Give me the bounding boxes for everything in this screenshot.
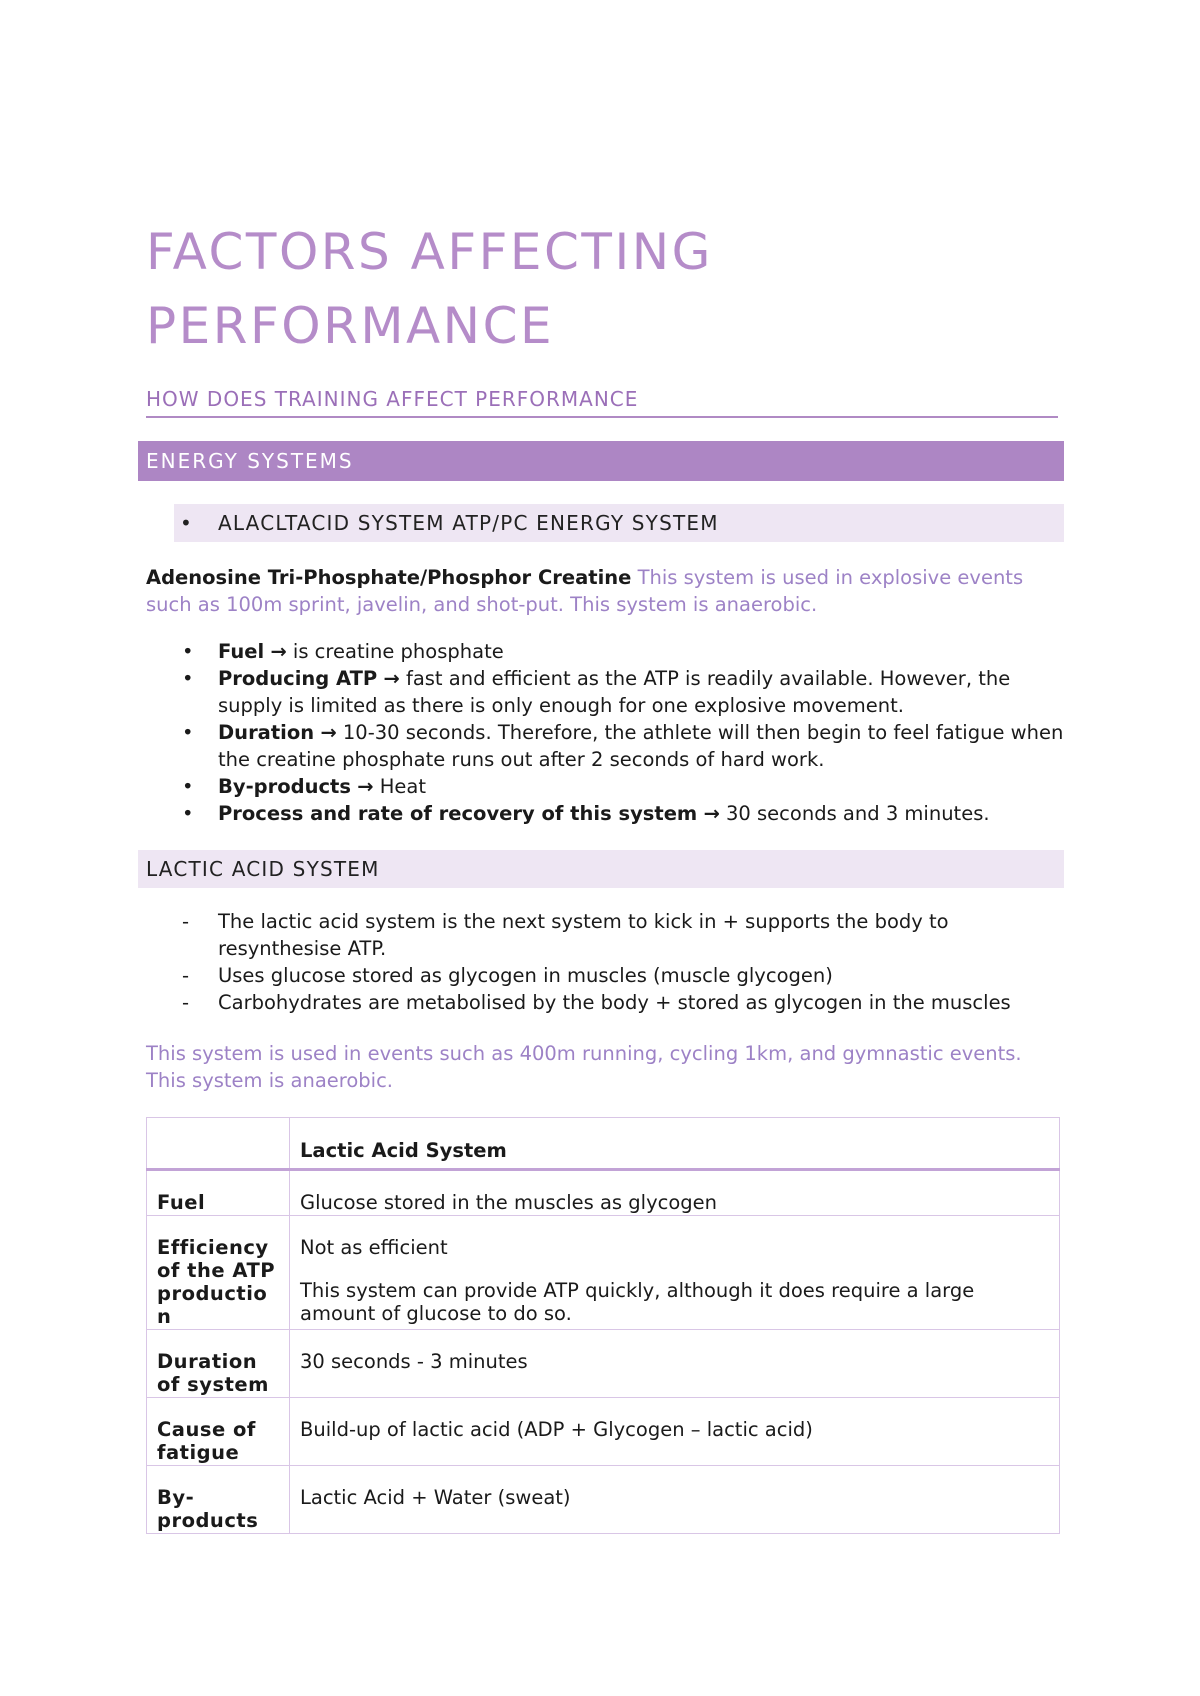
feature-text: is creatine phosphate bbox=[292, 640, 504, 663]
title-line-1: FACTORS AFFECTING bbox=[146, 223, 713, 281]
row-value: 30 seconds - 3 minutes bbox=[290, 1330, 1060, 1398]
arrow-icon: → bbox=[270, 640, 287, 663]
alactacid-heading-band bbox=[174, 504, 1064, 542]
alactacid-heading: ALACLTACID SYSTEM ATP/PC ENERGY SYSTEM bbox=[218, 511, 719, 535]
list-item bbox=[146, 962, 1066, 989]
row-label: Efficiency of the ATP productio n bbox=[147, 1216, 290, 1330]
feature-label: Process and rate of recovery of this system bbox=[218, 802, 698, 825]
feature-label: By-products bbox=[218, 775, 351, 798]
row-label: Cause of fatigue bbox=[147, 1398, 290, 1466]
list-item bbox=[146, 908, 1066, 962]
bullet-icon: • bbox=[182, 640, 194, 663]
title-line-2: PERFORMANCE bbox=[146, 297, 555, 355]
feature-text: 10-30 seconds. Therefore, the athlete will then begin to feel fatigue when the creatine phosphate runs out after 2 seconds of hard work. bbox=[218, 721, 1064, 771]
feature-label: Producing ATP bbox=[218, 667, 378, 690]
table-row bbox=[147, 1170, 1060, 1216]
bullet-icon: • bbox=[182, 667, 194, 690]
point-text: Uses glucose stored as glycogen in muscles (muscle glycogen) bbox=[218, 964, 833, 987]
arrow-icon: → bbox=[357, 775, 374, 798]
row-label: Fuel bbox=[147, 1170, 290, 1216]
lactic-points-list bbox=[146, 908, 1066, 1016]
list-item bbox=[146, 800, 1066, 827]
feature-label: Duration bbox=[218, 721, 315, 744]
row-value: Not as efficient bbox=[300, 1236, 448, 1259]
feature-text: 30 seconds and 3 minutes. bbox=[726, 802, 990, 825]
table-header-title: Lactic Acid System bbox=[290, 1118, 1060, 1170]
bullet-icon: • bbox=[182, 802, 194, 825]
row-value: Glucose stored in the muscles as glycogen bbox=[290, 1170, 1060, 1216]
feature-text: fast and efficient as the ATP is readily available. However, the supply is limited as there is only enough for one explosive movement. bbox=[218, 667, 1011, 717]
bullet-icon: • bbox=[182, 775, 194, 798]
dash-icon: - bbox=[182, 910, 190, 933]
table-header-row bbox=[147, 1118, 1060, 1170]
arrow-icon: → bbox=[320, 721, 337, 744]
table-row bbox=[147, 1216, 1060, 1330]
row-value: Build-up of lactic acid (ADP + Glycogen – lactic acid) bbox=[290, 1398, 1060, 1466]
list-item bbox=[146, 719, 1066, 773]
lactic-note: This system is used in events such as 400m running, cycling 1km, and gymnastic events. This system is anaerobic. bbox=[146, 1042, 1022, 1092]
list-item bbox=[146, 773, 1066, 800]
lactic-acid-table bbox=[146, 1117, 1060, 1534]
alactacid-intro bbox=[146, 564, 1046, 618]
table-row bbox=[147, 1330, 1060, 1398]
table-header-empty bbox=[147, 1118, 290, 1170]
list-item bbox=[146, 638, 1066, 665]
dash-icon: - bbox=[182, 964, 190, 987]
energy-systems-heading: ENERGY SYSTEMS bbox=[138, 441, 1064, 481]
dash-icon: - bbox=[182, 991, 190, 1014]
page-title bbox=[146, 215, 713, 363]
table-row bbox=[147, 1466, 1060, 1534]
bullet-icon: • bbox=[182, 721, 194, 744]
row-label: By-products bbox=[147, 1466, 290, 1534]
point-text: Carbohydrates are metabolised by the body + stored as glycogen in the muscles bbox=[218, 991, 1011, 1014]
bullet-icon: • bbox=[180, 511, 193, 535]
list-item bbox=[146, 665, 1066, 719]
alactacid-intro-text: This system is used in explosive events such as 100m sprint, javelin, and shot-put. This system is anaerobic. bbox=[146, 566, 1024, 616]
page-subtitle: HOW DOES TRAINING AFFECT PERFORMANCE bbox=[146, 386, 1058, 418]
alactacid-intro-bold: Adenosine Tri-Phosphate/Phosphor Creatine bbox=[146, 566, 632, 589]
list-item bbox=[146, 989, 1066, 1016]
alactacid-feature-list bbox=[146, 638, 1066, 827]
row-value-detail: This system can provide ATP quickly, although it does require a large amount of glucose to do so. bbox=[300, 1279, 975, 1325]
spacer bbox=[300, 1259, 1049, 1279]
row-value-cell bbox=[290, 1216, 1060, 1330]
feature-label: Fuel bbox=[218, 640, 265, 663]
arrow-icon: → bbox=[703, 802, 720, 825]
row-label: Duration of system bbox=[147, 1330, 290, 1398]
feature-text: Heat bbox=[379, 775, 426, 798]
table-row bbox=[147, 1398, 1060, 1466]
arrow-icon: → bbox=[383, 667, 400, 690]
point-text: The lactic acid system is the next system to kick in + supports the body to resynthesise ATP. bbox=[218, 910, 949, 960]
lactic-acid-heading: LACTIC ACID SYSTEM bbox=[138, 850, 1064, 888]
row-value: Lactic Acid + Water (sweat) bbox=[290, 1466, 1060, 1534]
